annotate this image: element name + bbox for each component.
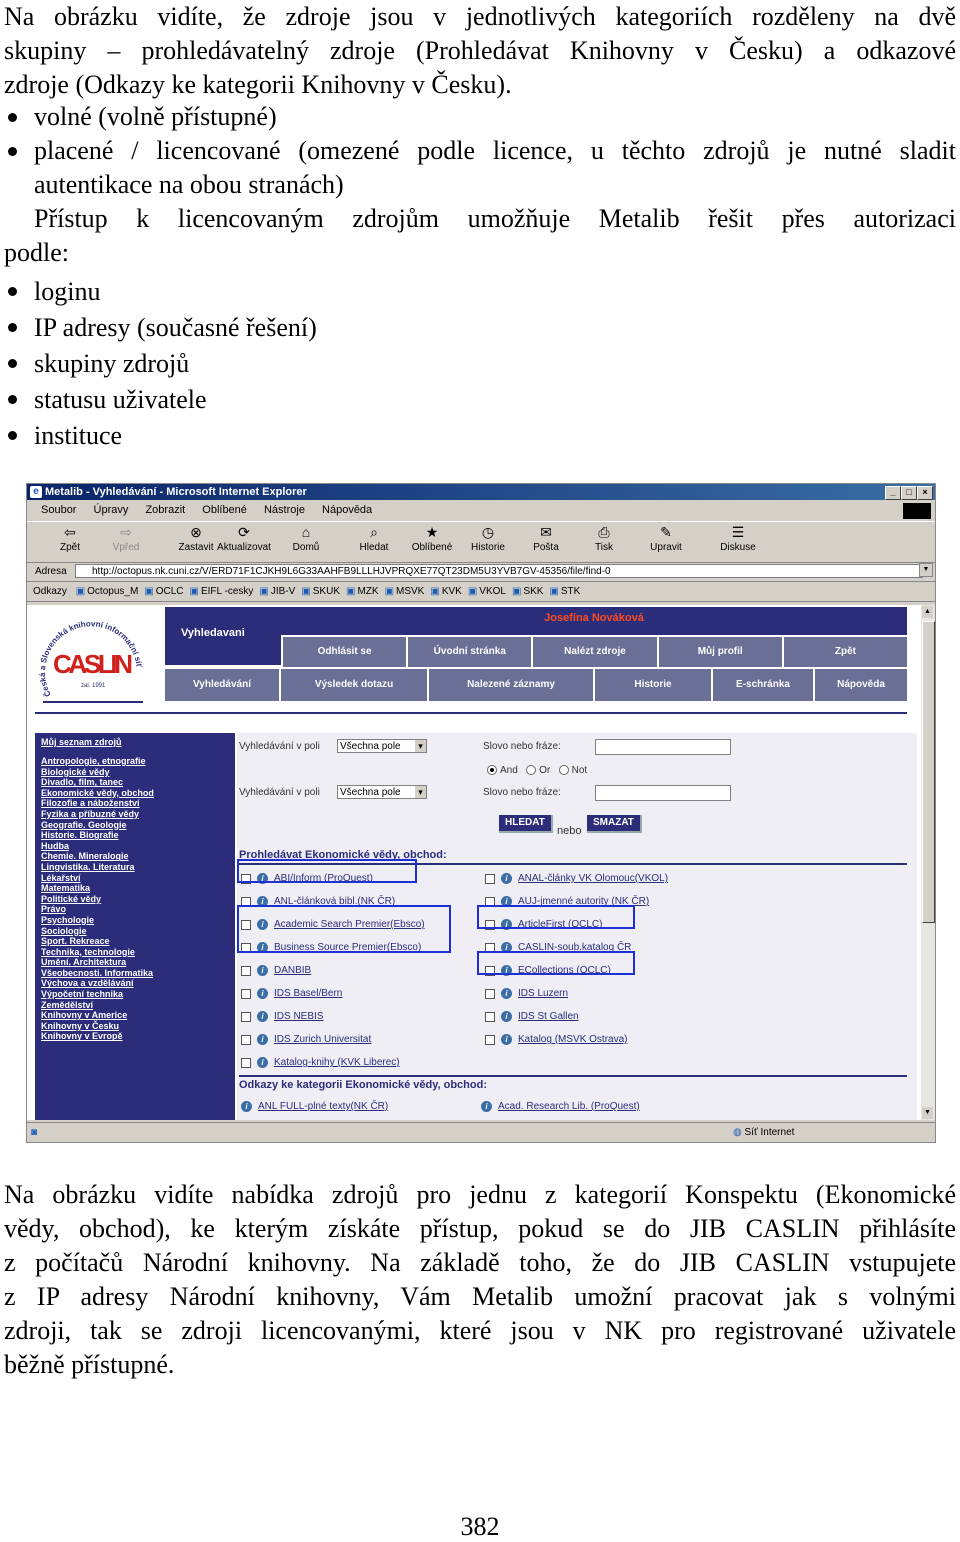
category-link[interactable]: Výchova a vzdělávání bbox=[41, 978, 134, 989]
nav-title-block bbox=[165, 607, 281, 665]
info-icon[interactable]: i bbox=[501, 1011, 512, 1022]
outro-line: Na obrázku vidíte nabídka zdrojů pro jednu z kategorií Konspektu (Ekonomické bbox=[4, 1180, 956, 1209]
auth-bullets bbox=[4, 274, 956, 454]
toolbar-forward-button[interactable] bbox=[97, 524, 155, 553]
field-select-1[interactable]: Všechna pole ▾ bbox=[337, 739, 427, 753]
nav-find-sources[interactable]: Nalézt zdroje bbox=[533, 637, 656, 667]
license-bullets bbox=[4, 100, 956, 270]
vertical-scrollbar[interactable] bbox=[921, 605, 935, 1120]
source-label: Academic Search Premier(Ebsco) bbox=[274, 919, 425, 931]
scroll-down-icon[interactable]: ▼ bbox=[922, 1107, 933, 1119]
page-number: 382 bbox=[460, 1512, 500, 1541]
metalib-screenshot bbox=[26, 483, 936, 1143]
category-link[interactable]: Umění. Architektura bbox=[41, 957, 127, 968]
category-link[interactable]: Sport. Rekreace bbox=[41, 936, 110, 947]
toolbar-print-button[interactable] bbox=[575, 524, 633, 553]
search-field-label: Vyhledávání v poli bbox=[239, 787, 320, 798]
source-item[interactable] bbox=[485, 1034, 627, 1045]
source-checkbox[interactable] bbox=[485, 874, 495, 884]
mail-icon: ✉ bbox=[540, 524, 552, 540]
info-icon[interactable]: i bbox=[257, 896, 268, 907]
nav-title: Vyhledavani bbox=[181, 627, 245, 639]
category-link[interactable]: Filozofie a náboženství bbox=[41, 798, 140, 809]
address-label: Adresa bbox=[35, 566, 67, 577]
quick-link[interactable]: ▣ MZK bbox=[346, 586, 379, 597]
quick-link[interactable]: ▣ KVK bbox=[430, 586, 461, 597]
link-item[interactable] bbox=[481, 1101, 640, 1112]
category-link[interactable]: Geografie. Geologie bbox=[41, 819, 127, 830]
caslin-logo bbox=[33, 609, 145, 709]
menu-favorites[interactable]: Oblíbené bbox=[202, 504, 247, 516]
category-link[interactable]: Politické vědy bbox=[41, 893, 102, 904]
toolbar-search-button[interactable] bbox=[345, 524, 403, 553]
bullet-item: statusu uživatele bbox=[4, 382, 956, 418]
category-link[interactable]: Psychologie bbox=[41, 914, 95, 925]
links-label: Odkazy bbox=[33, 586, 67, 597]
toolbar-discuss-button[interactable] bbox=[709, 524, 767, 553]
source-label: CASLIN-soub.katalog ČR bbox=[518, 942, 632, 954]
source-checkbox[interactable] bbox=[241, 1012, 251, 1022]
source-checkbox[interactable] bbox=[241, 989, 251, 999]
toolbar-label: Zastavit bbox=[178, 542, 214, 553]
links-section-header bbox=[239, 1079, 487, 1091]
highlight-box bbox=[477, 951, 635, 975]
maximize-icon[interactable]: □ bbox=[901, 486, 917, 500]
minimize-icon[interactable]: _ bbox=[885, 486, 901, 500]
category-link[interactable]: Knihovny v Česku bbox=[41, 1020, 120, 1031]
quick-link[interactable]: ▣ JIB-V bbox=[259, 586, 295, 597]
bullet-item: IP adresy (současné řešení) bbox=[4, 310, 956, 346]
nav-logout[interactable]: Odhlásit se bbox=[283, 637, 406, 667]
intro-line: Na obrázku vidíte, že zdroje jsou v jednotlivých kategoriích rozděleny na dvě bbox=[4, 2, 956, 31]
source-item[interactable] bbox=[241, 1034, 371, 1045]
source-checkbox[interactable] bbox=[241, 966, 251, 976]
highlight-box bbox=[237, 859, 417, 883]
source-item[interactable] bbox=[485, 988, 568, 999]
category-link[interactable]: Právo bbox=[41, 904, 67, 915]
info-icon[interactable]: i bbox=[501, 896, 512, 907]
category-link[interactable]: Antropologie, etnografie bbox=[41, 756, 146, 766]
browser-toolbar bbox=[27, 521, 935, 563]
phrase-label: Slovo nebo fráze: bbox=[483, 741, 561, 752]
stop-icon: ⊗ bbox=[190, 524, 202, 540]
page-content bbox=[27, 605, 921, 1120]
bullet-item: volné (volně přístupné) bbox=[4, 100, 956, 134]
category-link[interactable]: Chemie. Mineralogie bbox=[41, 851, 129, 862]
bullet-item: instituce bbox=[4, 418, 956, 454]
category-link[interactable]: Všeobecnosti. Informatika bbox=[41, 967, 154, 978]
source-label: ArticleFirst (OCLC) bbox=[518, 919, 603, 931]
quick-link[interactable]: ▣ OCLC bbox=[144, 586, 183, 597]
toolbar-label: Vpřed bbox=[112, 542, 140, 553]
boolean-operators bbox=[487, 765, 587, 776]
bullet-item: placené / licencované (omezené podle licence, u těchto zdrojů je nutné sladit bbox=[4, 134, 956, 168]
highlight-box bbox=[237, 905, 451, 953]
divider bbox=[35, 712, 907, 714]
category-link[interactable]: Hudba bbox=[41, 840, 69, 851]
category-link[interactable]: Zemědělství bbox=[41, 999, 94, 1010]
phrase-input-1[interactable] bbox=[595, 739, 731, 755]
info-icon[interactable]: i bbox=[501, 873, 512, 884]
toolbar-label: Aktualizovat bbox=[217, 542, 271, 553]
toolbar-mail-button[interactable] bbox=[517, 524, 575, 553]
and-label: And bbox=[500, 765, 518, 776]
nav-row-bottom bbox=[165, 669, 907, 701]
globe-icon: ◍ bbox=[733, 1127, 742, 1138]
source-label: ANL-článková bibl.(NK ČR) bbox=[274, 896, 396, 908]
close-icon[interactable]: × bbox=[917, 486, 933, 500]
quick-link[interactable]: ▣ SKK bbox=[512, 586, 543, 597]
source-checkbox[interactable] bbox=[485, 1012, 495, 1022]
forward-icon: ⇨ bbox=[120, 524, 132, 540]
page-status-icon: ◙ bbox=[31, 1127, 38, 1138]
source-item[interactable] bbox=[241, 965, 311, 976]
search-section-category: Ekonomické vědy, obchod: bbox=[305, 849, 447, 861]
logo-text: CASLIN bbox=[53, 649, 133, 679]
source-label: ECollections (OCLC) bbox=[518, 965, 611, 977]
status-bar bbox=[27, 1122, 935, 1143]
source-label: ANAL-články VK Olomouc(VKOL) bbox=[518, 873, 669, 885]
nav-back[interactable]: Zpět bbox=[784, 637, 907, 667]
outro-line: zdroji, tak se zdroji licencovanými, které jsou v NK pro registrované uživatele bbox=[4, 1316, 956, 1345]
nav-history[interactable]: Historie bbox=[595, 669, 711, 701]
category-link[interactable]: Matematika bbox=[41, 883, 91, 894]
radio-or[interactable] bbox=[526, 765, 536, 775]
source-label: IDS Luzern bbox=[518, 988, 569, 1000]
toolbar-label: Diskuse bbox=[720, 542, 756, 553]
menu-edit[interactable]: Úpravy bbox=[93, 504, 129, 516]
source-label: Katalog-knihy (KVK Liberec) bbox=[274, 1057, 400, 1069]
nav-query-result[interactable]: Výsledek dotazu bbox=[281, 669, 427, 701]
link-item-label: ANL FULL-plné texty(NK ČR) bbox=[258, 1101, 389, 1113]
toolbar-label: Tisk bbox=[595, 542, 613, 553]
quick-link[interactable]: ▣ VKOL bbox=[468, 586, 506, 597]
address-dropdown-icon[interactable]: ▼ bbox=[919, 563, 933, 577]
source-checkbox[interactable] bbox=[241, 1058, 251, 1068]
nav-help[interactable]: Nápověda bbox=[815, 669, 907, 701]
highlight-box bbox=[477, 905, 635, 929]
access-line: podle: bbox=[4, 238, 69, 267]
my-sources-link[interactable]: Můj seznam zdrojů bbox=[41, 737, 122, 747]
scroll-up-icon[interactable]: ▲ bbox=[922, 606, 933, 618]
toolbar-back-button[interactable] bbox=[41, 524, 99, 553]
info-icon[interactable]: i bbox=[501, 965, 512, 976]
radio-not[interactable] bbox=[559, 765, 569, 775]
info-icon[interactable]: i bbox=[501, 1034, 512, 1045]
source-label: DANBIB bbox=[274, 965, 312, 977]
category-link[interactable]: Knihovny v Americe bbox=[41, 1010, 128, 1021]
history-icon: ◷ bbox=[481, 524, 495, 540]
quick-link[interactable]: ▣ EIFL -cesky bbox=[190, 586, 254, 597]
discuss-icon: ☰ bbox=[731, 524, 745, 540]
zone-label: Síť Internet bbox=[744, 1127, 795, 1138]
user-name: Josefína Nováková bbox=[544, 612, 644, 624]
source-checkbox[interactable] bbox=[241, 1035, 251, 1045]
search-section-prefix: Prohledávat bbox=[239, 849, 302, 861]
info-icon[interactable]: i bbox=[501, 988, 512, 999]
outro-line: z počítačů Národní knihovny. Na základě toho, že do JIB CASLIN vstupujete bbox=[4, 1248, 956, 1277]
menu-view[interactable]: Zobrazit bbox=[145, 504, 186, 516]
source-label: ABI/Inform (ProQuest) bbox=[274, 873, 373, 885]
source-checkbox[interactable] bbox=[485, 1035, 495, 1045]
or-label: Or bbox=[539, 765, 551, 776]
source-item[interactable] bbox=[485, 873, 668, 884]
info-icon[interactable]: i bbox=[257, 1057, 268, 1068]
source-label: IDS NEBIS bbox=[274, 1011, 324, 1023]
source-label: IDS Zurich Universitat bbox=[274, 1034, 372, 1046]
search-button[interactable]: HLEDAT bbox=[499, 815, 553, 833]
toolbar-edit-button[interactable] bbox=[637, 524, 695, 553]
outro-line: z IP adresy Národní knihovny, Vám Metalib umožní pracovat jak s volnými bbox=[4, 1282, 956, 1311]
info-icon[interactable]: i bbox=[257, 1034, 268, 1045]
menu-bar bbox=[27, 501, 935, 519]
ie-icon: e bbox=[30, 486, 42, 498]
toolbar-label: Hledat bbox=[359, 542, 389, 553]
source-label: AUJ-jmenné autority (NK ČR) bbox=[518, 896, 650, 908]
info-icon[interactable]: i bbox=[501, 919, 512, 930]
links-section-category: Ekonomické vědy, obchod: bbox=[345, 1079, 487, 1091]
home-icon: ⌂ bbox=[301, 524, 311, 540]
access-line: Přístup k licencovaným zdrojům umožňuje Metalib řešit přes autorizaci bbox=[34, 204, 956, 233]
source-item[interactable] bbox=[241, 988, 342, 999]
menu-help[interactable]: Nápověda bbox=[322, 504, 373, 516]
toolbar-label: Zpět bbox=[59, 542, 80, 553]
source-label: IDS St Gallen bbox=[518, 1011, 579, 1023]
category-link[interactable]: Výpočetní technika bbox=[41, 989, 124, 1000]
info-icon[interactable]: i bbox=[257, 873, 268, 884]
radio-and[interactable] bbox=[487, 765, 497, 775]
links-section-prefix: Odkazy ke kategorii bbox=[239, 1079, 343, 1091]
not-label: Not bbox=[571, 765, 588, 776]
bullet-item: loginu bbox=[4, 274, 956, 310]
intro-paragraph bbox=[4, 0, 956, 102]
nav-eshelf[interactable]: E-schránka bbox=[713, 669, 813, 701]
toolbar-label: Oblíbené bbox=[411, 542, 453, 553]
category-link[interactable]: Technika, technologie bbox=[41, 946, 135, 957]
category-link[interactable]: Ekonomické vědy, obchod bbox=[41, 787, 154, 798]
nebo-label: nebo bbox=[557, 825, 582, 837]
scroll-thumb[interactable] bbox=[922, 621, 935, 923]
quick-link[interactable]: ▣ MSVK bbox=[385, 586, 425, 597]
field-select-2[interactable]: Všechna pole ▾ bbox=[337, 785, 427, 799]
outro-line: vědy, obchod), ke kterým získáte přístup, pokud se do JIB CASLIN přihlásíte bbox=[4, 1214, 956, 1243]
intro-line: zdroje (Odkazy ke kategorii Knihovny v Česku). bbox=[4, 70, 512, 99]
category-link[interactable]: Biologické vědy bbox=[41, 766, 110, 777]
intro-line: skupiny – prohledávatelný zdroje (Prohledávat Knihovny v Česku) a odkazové bbox=[4, 36, 956, 65]
logo-ring-text: Česká a Slovenská knihovní informační síť bbox=[37, 619, 144, 699]
quick-link[interactable]: ▣ Octopus_M bbox=[76, 586, 139, 597]
nav-search[interactable]: Vyhledávání bbox=[165, 669, 279, 701]
toolbar-favorites-button[interactable] bbox=[403, 524, 461, 553]
section-divider bbox=[239, 1075, 907, 1077]
outro-line: běžně přístupné. bbox=[4, 1350, 175, 1379]
search-panel bbox=[237, 733, 917, 1120]
category-link[interactable]: Historie. Biografie bbox=[41, 830, 119, 841]
menu-tools[interactable]: Nástroje bbox=[263, 504, 305, 516]
source-checkbox[interactable] bbox=[485, 989, 495, 999]
category-link[interactable]: Sociologie bbox=[41, 925, 87, 936]
clear-button[interactable]: SMAZAT bbox=[587, 815, 642, 833]
search-icon: ⌕ bbox=[370, 524, 378, 540]
toolbar-label: Upravit bbox=[650, 542, 682, 553]
info-icon[interactable]: i bbox=[481, 1101, 492, 1112]
info-icon[interactable]: i bbox=[257, 942, 268, 953]
source-item[interactable] bbox=[241, 1057, 400, 1068]
toolbar-label: Domů bbox=[292, 542, 320, 553]
source-label: Business Source Premier(Ebsco) bbox=[274, 942, 422, 954]
category-sidebar bbox=[35, 733, 235, 1120]
toolbar-label: Historie bbox=[471, 542, 505, 553]
address-input[interactable]: http://octopus.nk.cuni.cz/V/ERD71F1CJKH9L6G33AAHFB9LLLHJVPRQXE77QT23DM5U3YVB7GV-45356/file/find-0 bbox=[75, 564, 923, 578]
window-title: Metalib - Vyhledávání - Microsoft Internet Explorer bbox=[45, 486, 307, 498]
nav-found-records[interactable]: Nalezené záznamy bbox=[429, 669, 593, 701]
phrase-label: Slovo nebo fráze: bbox=[483, 787, 561, 798]
windows-logo-icon bbox=[903, 503, 931, 519]
info-icon[interactable]: i bbox=[241, 1101, 252, 1112]
nav-row-top bbox=[281, 637, 907, 667]
link-item-label: Acad. Research Lib. (ProQuest) bbox=[498, 1101, 640, 1113]
info-icon[interactable]: i bbox=[257, 965, 268, 976]
phrase-input-2[interactable] bbox=[595, 785, 731, 801]
source-label: Katalog (MSVK Ostrava) bbox=[518, 1034, 628, 1046]
toolbar-label: Pošta bbox=[533, 542, 559, 553]
category-link[interactable]: Lékařství bbox=[41, 872, 81, 883]
back-icon: ⇦ bbox=[64, 524, 76, 540]
bullet-item: skupiny zdrojů bbox=[4, 346, 956, 382]
category-link[interactable]: Fyzika a příbuzné vědy bbox=[41, 808, 140, 819]
nav-home[interactable]: Úvodní stránka bbox=[408, 637, 531, 667]
outro-paragraph bbox=[4, 1178, 956, 1382]
category-link[interactable]: Lingvistika. Literatura bbox=[41, 861, 135, 872]
search-field-label: Vyhledávání v poli bbox=[239, 741, 320, 752]
address-bar bbox=[27, 563, 935, 582]
quick-link[interactable]: ▣ SKUK bbox=[301, 586, 340, 597]
bullet-continuation: autentikace na obou stranách) bbox=[34, 170, 344, 199]
category-link[interactable]: Divadlo, film, tanec bbox=[41, 777, 124, 788]
edit-icon: ✎ bbox=[660, 524, 672, 540]
category-link[interactable]: Knihovny v Evropě bbox=[41, 1031, 123, 1042]
info-icon[interactable]: i bbox=[501, 942, 512, 953]
toolbar-refresh-button[interactable] bbox=[215, 524, 273, 553]
toolbar-home-button[interactable] bbox=[277, 524, 335, 553]
menu-file[interactable]: Soubor bbox=[41, 504, 77, 516]
logo-year: zal. 1991 bbox=[81, 683, 106, 689]
link-item[interactable] bbox=[241, 1101, 388, 1112]
source-item[interactable] bbox=[485, 1011, 579, 1022]
nav-profile[interactable]: Můj profil bbox=[659, 637, 782, 667]
print-icon: ⎙ bbox=[598, 524, 610, 540]
info-icon[interactable]: i bbox=[257, 1011, 268, 1022]
info-icon[interactable]: i bbox=[257, 988, 268, 999]
favorites-icon: ★ bbox=[425, 524, 439, 540]
window-titlebar bbox=[27, 484, 935, 500]
source-label: IDS Basel/Bern bbox=[274, 988, 343, 1000]
internet-zone bbox=[733, 1125, 794, 1141]
links-bar bbox=[27, 583, 935, 602]
source-item[interactable] bbox=[241, 1011, 323, 1022]
refresh-icon: ⟳ bbox=[238, 524, 250, 540]
quick-link[interactable]: ▣ STK bbox=[549, 586, 580, 597]
toolbar-history-button[interactable] bbox=[459, 524, 517, 553]
info-icon[interactable]: i bbox=[257, 919, 268, 930]
